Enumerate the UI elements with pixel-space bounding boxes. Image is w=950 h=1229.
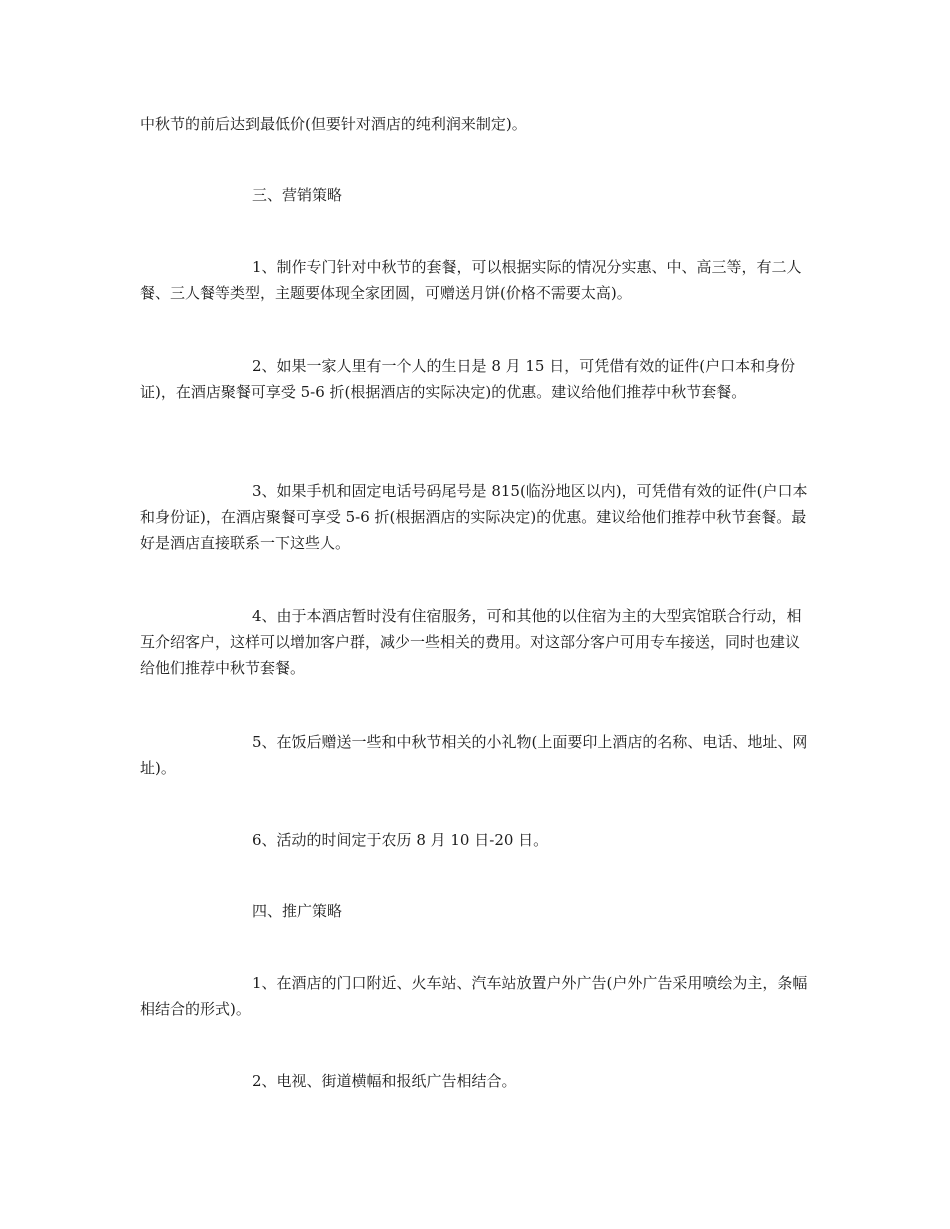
paragraph-promotion-1: 1、在酒店的门口附近、火车站、汽车站放置户外广告(户外广告采用喷绘为主，条幅相结合的形式)。 [140,974,808,1018]
paragraph-marketing-4: 4、由于本酒店暂时没有住宿服务，可和其他的以住宿为主的大型宾馆联合行动，相互介绍客户，这样可以增加客户群，减少一些相关的费用。对这部分客户可用专车接送，同时也建议给他们推荐中秋节套餐。 [140,607,802,677]
paragraph-marketing-3: 3、如果手机和固定电话号码尾号是 815(临汾地区以内)，可凭借有效的证件(户口本和身份证)，在酒店聚餐可享受 5-6 折(根据酒店的实际决定)的优惠。建议给他们推荐中秋节套餐。最好是酒店直接联系一下这些人。 [140,482,808,552]
paragraph-marketing-5: 5、在饭后赠送一些和中秋节相关的小礼物(上面要印上酒店的名称、电话、地址、网址)。 [140,733,808,777]
paragraph-promotion-2: 2、电视、街道横幅和报纸广告相结合。 [252,1072,517,1090]
paragraph-pricing-end: 中秋节的前后达到最低价(但要针对酒店的纯利润来制定)。 [140,115,527,133]
paragraph-marketing-6: 6、活动的时间定于农历 8 月 10 日-20 日。 [252,831,549,849]
paragraph-marketing-2: 2、如果一家人里有一个人的生日是 8 月 15 日，可凭借有效的证件(户口本和身份证)，在酒店聚餐可享受 5-6 折(根据酒店的实际决定)的优惠。建议给他们推荐中秋节套餐。 [140,357,796,401]
heading-promotion-strategy: 四、推广策略 [252,902,343,920]
paragraph-marketing-1: 1、制作专门针对中秋节的套餐，可以根据实际的情况分实惠、中、高三等，有二人餐、三人餐等类型，主题要体现全家团圆，可赠送月饼(价格不需要太高)。 [140,258,802,302]
heading-marketing-strategy: 三、营销策略 [252,186,343,204]
